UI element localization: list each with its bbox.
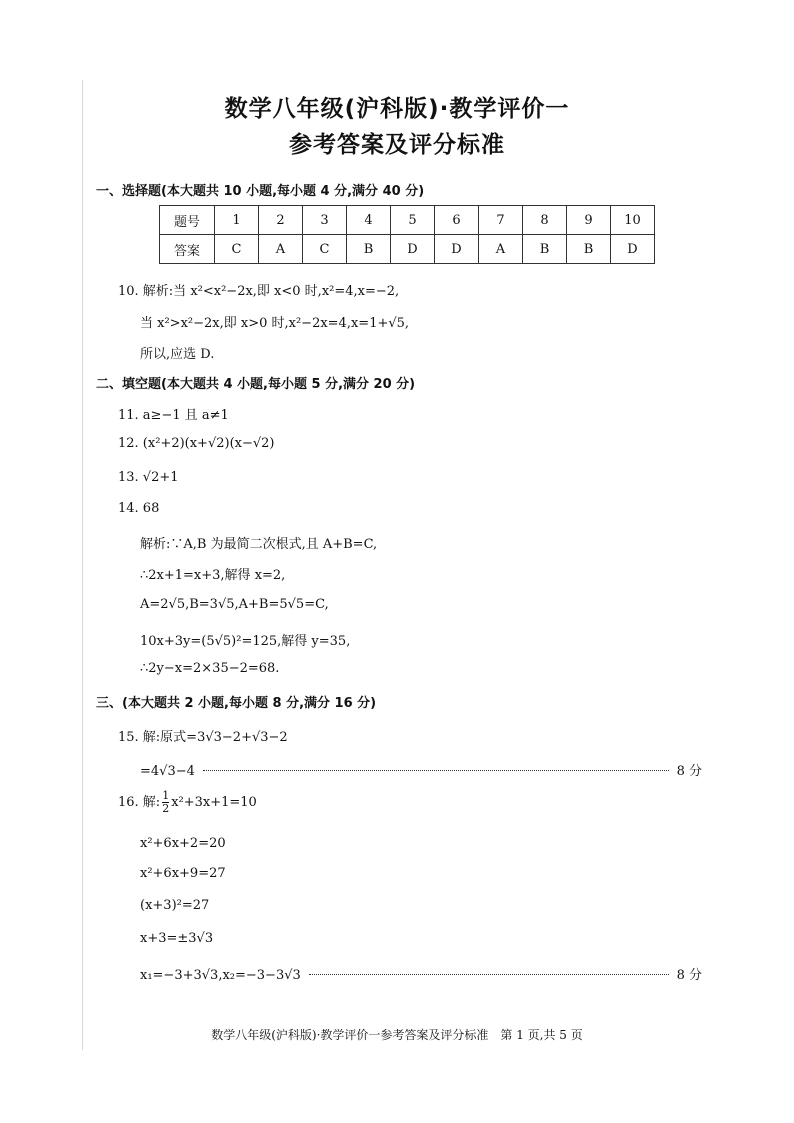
- q14-line5: ∴2y−x=2×35−2=68.: [140, 661, 280, 676]
- table-row-numbers: [160, 206, 655, 235]
- table-cell: A: [259, 235, 303, 264]
- q14-line2: ∴2x+1=x+3,解得 x=2,: [140, 568, 286, 583]
- fraction-one-half: [162, 790, 169, 815]
- table-cell: 4: [347, 206, 391, 235]
- section-fill-header: 二、填空题(本大题共 4 小题,每小题 5 分,满分 20 分): [96, 377, 416, 392]
- page-footer: 数学八年级(沪科版)·教学评价一参考答案及评分标准 第 1 页,共 5 页: [211, 1028, 583, 1042]
- table-cell: 9: [567, 206, 611, 235]
- table-cell: B: [523, 235, 567, 264]
- q15-line1: 15. 解:原式=3√3−2+√3−2: [118, 730, 288, 745]
- document-subtitle: 参考答案及评分标准: [289, 132, 505, 158]
- q12-answer: 12. (x²+2)(x+√2)(x−√2): [118, 436, 275, 451]
- q11-answer: 11. a≥−1 且 a≠1: [118, 408, 229, 423]
- section-choice-header: 一、选择题(本大题共 10 小题,每小题 4 分,满分 40 分): [96, 184, 425, 199]
- table-cell: 5: [391, 206, 435, 235]
- q14-line4: 10x+3y=(5√5)²=125,解得 y=35,: [140, 634, 351, 649]
- q16-score: 8 分: [676, 968, 702, 983]
- table-cell: 6: [435, 206, 479, 235]
- table-cell: C: [215, 235, 259, 264]
- q16-prefix: 16. 解:: [118, 795, 161, 810]
- table-cell: D: [391, 235, 435, 264]
- table-row-answers: [160, 235, 655, 264]
- table-cell: C: [303, 235, 347, 264]
- q16-equation: x²+3x+1=10: [171, 795, 257, 810]
- document-title: 数学八年级(沪科版)·教学评价一: [224, 96, 570, 122]
- table-cell: B: [347, 235, 391, 264]
- table-cell: D: [611, 235, 655, 264]
- q10-line3: 所以,应选 D.: [140, 347, 215, 362]
- q14-answer: 14. 68: [118, 501, 160, 516]
- q15-line2: [140, 760, 702, 779]
- fraction-denominator: 2: [162, 802, 170, 815]
- q10-line2: 当 x²>x²−2x,即 x>0 时,x²−2x=4,x=1+√5,: [140, 316, 410, 331]
- table-cell: 1: [215, 206, 259, 235]
- table-cell: 7: [479, 206, 523, 235]
- table-cell: 3: [303, 206, 347, 235]
- q14-line3: A=2√5,B=3√5,A+B=5√5=C,: [140, 597, 329, 612]
- table-header-answer: 答案: [160, 235, 215, 264]
- q16-line5: x+3=±3√3: [140, 931, 214, 946]
- table-cell: B: [567, 235, 611, 264]
- table-cell: 10: [611, 206, 655, 235]
- dotted-leader: [309, 974, 669, 975]
- q16-line2: x²+6x+2=20: [140, 836, 226, 851]
- q16-line3: x²+6x+9=27: [140, 866, 226, 881]
- answer-table: [159, 205, 655, 264]
- q16-line6: [140, 964, 702, 983]
- q16-line1: [118, 790, 257, 815]
- q15-result: =4√3−4: [140, 764, 195, 779]
- fraction-numerator: 1: [162, 789, 170, 802]
- q13-answer: 13. √2+1: [118, 470, 179, 485]
- q15-score: 8 分: [676, 764, 702, 779]
- table-cell: A: [479, 235, 523, 264]
- q16-result: x₁=−3+3√3,x₂=−3−3√3: [140, 968, 301, 983]
- table-cell: 8: [523, 206, 567, 235]
- section-3-header: 三、(本大题共 2 小题,每小题 8 分,满分 16 分): [96, 696, 377, 711]
- table-cell: D: [435, 235, 479, 264]
- table-header-number: 题号: [160, 206, 215, 235]
- table-cell: 2: [259, 206, 303, 235]
- q14-line1: 解析:∵A,B 为最简二次根式,且 A+B=C,: [140, 537, 378, 552]
- q10-line1: 10. 解析:当 x²<x²−2x,即 x<0 时,x²=4,x=−2,: [118, 284, 400, 299]
- dotted-leader: [203, 770, 669, 771]
- q16-line4: (x+3)²=27: [140, 898, 210, 913]
